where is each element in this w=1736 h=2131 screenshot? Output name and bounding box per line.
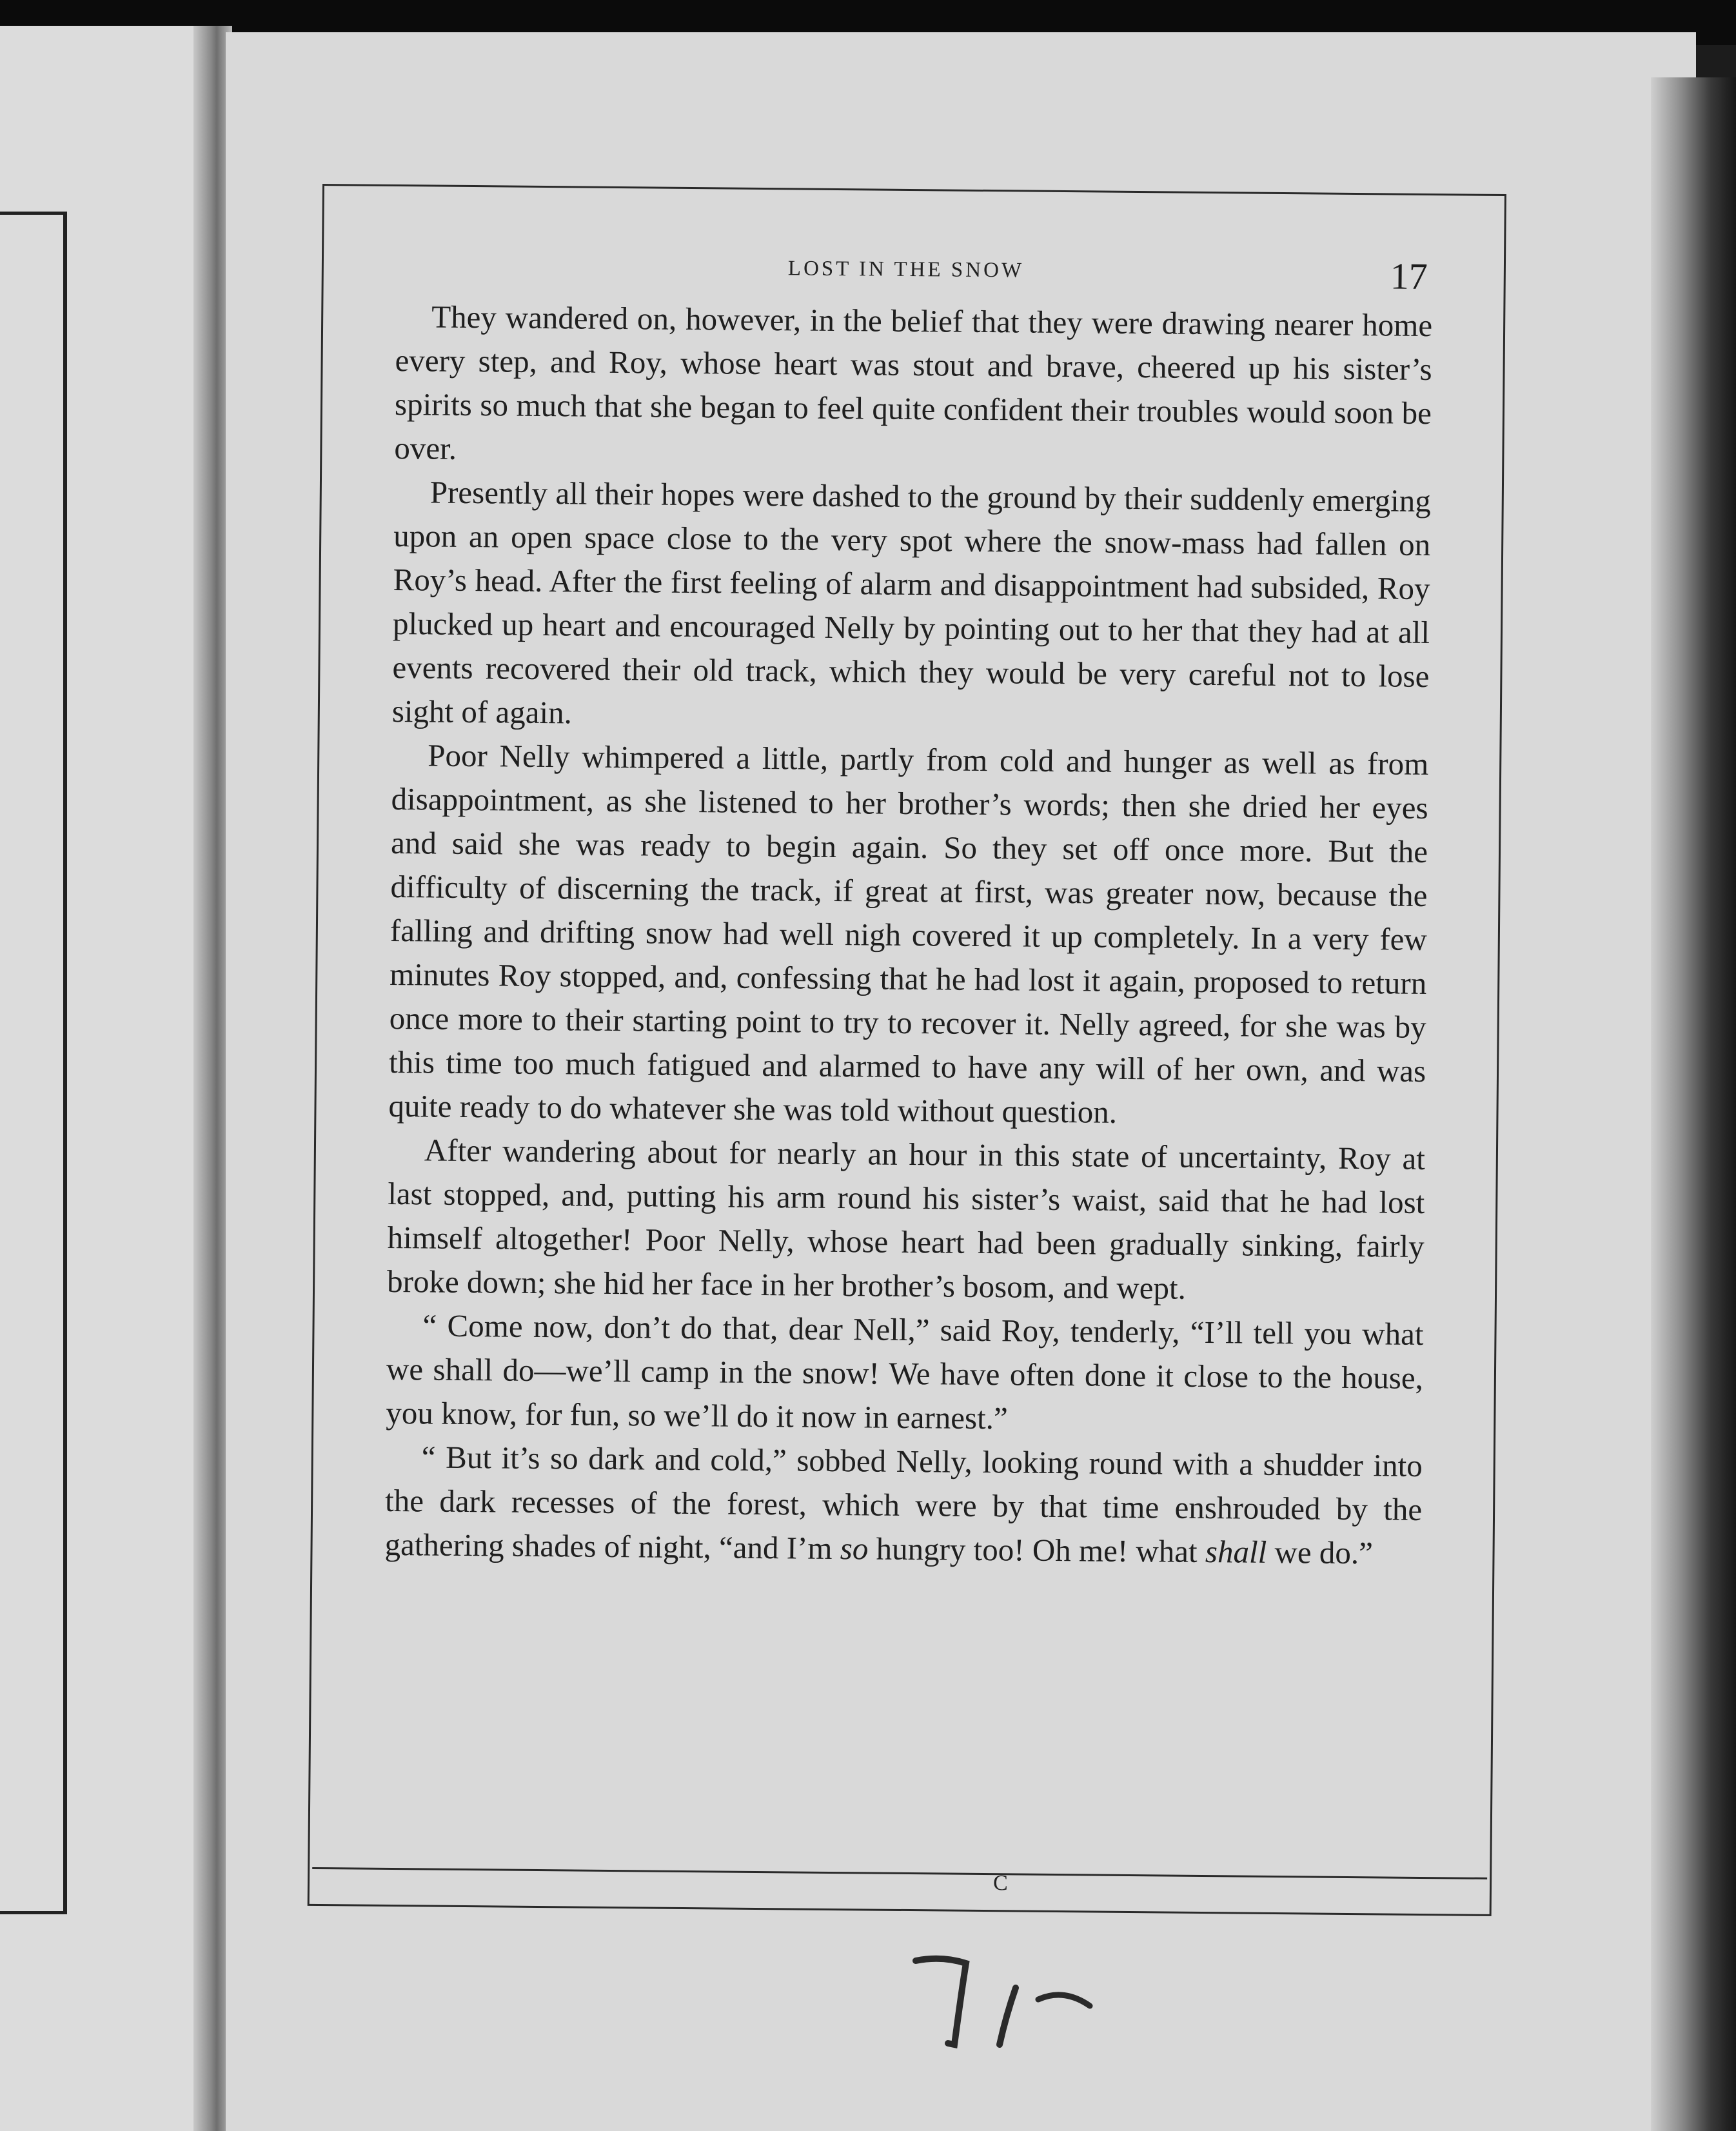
facing-page (0, 26, 193, 2131)
paragraph-5: “ Come now, don’t do that, dear Nell,” said Roy, tenderly, “I’ll tell you what we shall do—we’ll camp in the snow! We have often done it close to the house, you know, for fun, so we’ll do it now in earnest.” (386, 1307, 1424, 1436)
text-frame (308, 184, 1506, 1916)
body-text (384, 295, 1432, 1576)
page-edge-shadow (1651, 77, 1736, 2131)
emphasis-so: so (840, 1531, 869, 1567)
emphasis-shall: shall (1205, 1534, 1267, 1570)
running-title: LOST IN THE SNOW (787, 257, 1025, 282)
page-number: 17 (1390, 255, 1428, 297)
running-head (324, 245, 1504, 297)
paragraph-1: They wandered on, however, in the belief that they were drawing nearer home every step, and Roy, whose heart was stout and brave, cheered up his sister’s spirits so much that she began to feel quite confident their troubles would soon be over. (394, 299, 1433, 466)
facing-page-border (0, 212, 67, 1914)
paragraph-6-end: we do.” (1266, 1534, 1374, 1571)
frame-bottom-rule (312, 1867, 1487, 1879)
paragraph-6-start: “ But it’s so dark and cold,” sobbed Nelly, looking round with a shudder into the dark recesses of the forest, which were by that time enshrouded by the gathering shades of night, “and I’m (384, 1439, 1423, 1567)
paragraph-6-mid: hungry too! Oh me! what (868, 1531, 1206, 1570)
paragraph-6 (384, 1435, 1423, 1576)
signature-mark: C (992, 1871, 1008, 1896)
paragraph-3: Poor Nelly whimpered a little, partly from cold and hunger as well as from disappointment, as she listened to her brother’s words; then she dried her eyes and said she was ready to begin again. So they set off once more. But the difficulty of discerning the track, if great at first, was greater now, because the falling and drifting snow had well nigh covered it up completely. In a very few minutes Roy stopped, and, confessing that he had lost it again, proposed to return once more to their starting point to try to recover it. Nelly agreed, for she was by this time too much fatigued and alarmed to have any will of her own, and was quite ready to do whatever she was told without question. (388, 737, 1429, 1130)
paragraph-4: After wandering about for nearly an hour in this state of uncertainty, Roy at last stopped, and, putting his arm round his sister’s waist, said that he had lost himself altogether! Poor Nelly, whose heart had been gradually sinking, fairly broke down; she hid her face in her brother’s bosom, and wept. (386, 1132, 1426, 1306)
paragraph-2: Presently all their hopes were dashed to the ground by their suddenly emerging upon an open space close to the very spot where the snow-mass had fallen on Roy’s head. After the first feeling of alarm and disappointment had subsided, Roy plucked up heart and encouraged Nelly by pointing out to her that they had at all events recovered their old track, which they would be very careful not to lose sight of again. (391, 474, 1432, 731)
pencil-price-mark (903, 1948, 1135, 2061)
pencil-mark-icon (903, 1948, 1135, 2057)
